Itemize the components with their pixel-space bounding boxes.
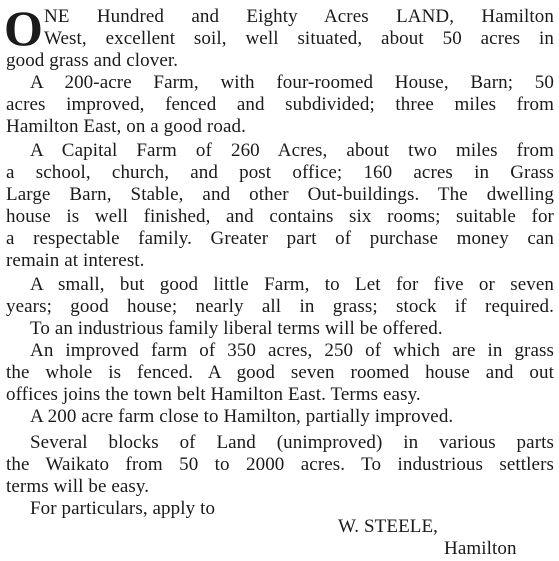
- ad-line: years; good house; nearly all in grass; stock if required.: [6, 296, 554, 317]
- ad-line: good grass and clover.: [6, 50, 179, 71]
- ad-line: For particulars, apply to: [30, 498, 216, 519]
- signature-place: Hamilton: [444, 538, 517, 559]
- ad-line: acres improved, fenced and subdivided; three miles from: [6, 94, 554, 115]
- ad-line: NE Hundred and Eighty Acres LAND, Hamilton: [44, 6, 554, 27]
- ad-line: the whole is fenced. A good seven roomed house and out: [6, 362, 554, 383]
- drop-cap-letter: O: [4, 0, 43, 56]
- ad-line: A small, but good little Farm, to Let for five or seven: [30, 274, 554, 295]
- ad-line: Hamilton East, on a good road.: [6, 116, 246, 137]
- ad-line: the Waikato from 50 to 2000 acres. To industrious settlers: [6, 454, 554, 475]
- signature-name: W. STEELE,: [338, 516, 439, 537]
- ad-line: Several blocks of Land (unimproved) in various parts: [30, 432, 554, 453]
- ad-line: West, excellent soil, well situated, about 50 acres in: [44, 28, 554, 49]
- ad-line: A 200 acre farm close to Hamilton, partially improved.: [30, 406, 454, 427]
- ad-line: To an industrious family liberal terms will be offered.: [30, 318, 443, 339]
- ad-line: An improved farm of 350 acres, 250 of which are in grass: [30, 340, 554, 361]
- ad-line: terms will be easy.: [6, 476, 150, 497]
- ad-line: house is well finished, and contains six rooms; suitable for: [6, 206, 554, 227]
- ad-line: A Capital Farm of 260 Acres, about two miles from: [30, 140, 554, 161]
- ad-line: remain at interest.: [6, 250, 145, 271]
- ad-line: offices joins the town belt Hamilton East. Terms easy.: [6, 384, 421, 405]
- ad-line: a school, church, and post office; 160 acres in Grass: [6, 162, 554, 183]
- ad-line: Large Barn, Stable, and other Out-buildings. The dwelling: [6, 184, 554, 205]
- ad-line: A 200-acre Farm, with four-roomed House, Barn; 50: [30, 72, 554, 93]
- ad-line: a respectable family. Greater part of purchase money can: [6, 228, 554, 249]
